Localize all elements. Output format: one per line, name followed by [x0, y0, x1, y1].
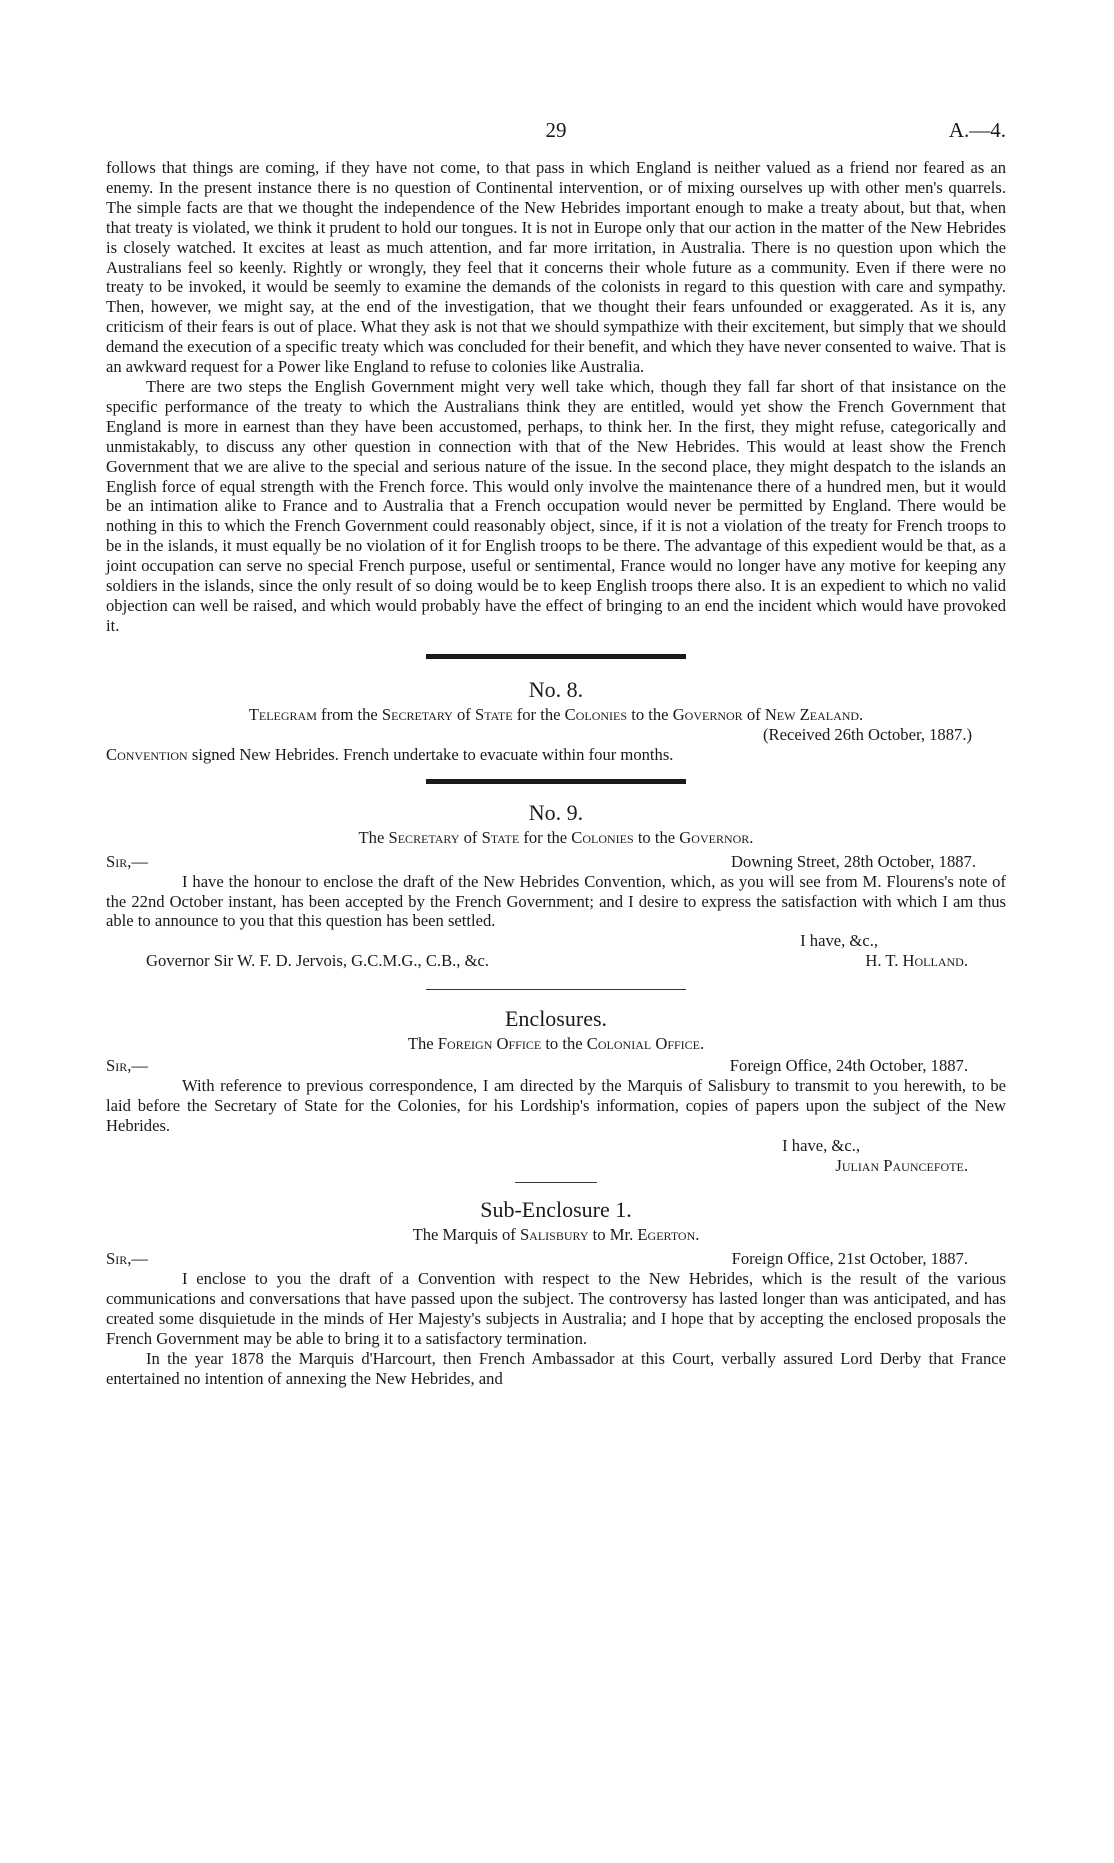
- no8-title-word: Secretary: [381, 704, 453, 724]
- enclosures-title-text: The: [407, 1034, 438, 1054]
- no9-heading: No. 9.: [528, 799, 584, 825]
- enclosures-title: [106, 1034, 1006, 1054]
- no8-title: [106, 705, 1006, 725]
- no8-title-word: State: [474, 704, 513, 724]
- enclosures-title-text: to the: [541, 1034, 587, 1054]
- sub1-title-word: Egerton.: [637, 1225, 700, 1245]
- no9-title-word: Governor.: [679, 827, 754, 847]
- intro-paragraph-1: follows that things are coming, if they have not come, to that pass in which England is neither valued as a friend nor feared as an enemy. In the present instance there is no question of Continental intervention, or of mixing ourselves up with other men's quarrels. The simple facts are that we thought the independence of the New Hebrides important enough to make a treaty about, but that, when that treaty is violated, we think it prudent to hold our tongues. It is not in Europe only that our action in the matter of the New Hebrides is closely watched. It excites at least as much attention, and far more irritation, in Australia. There is no question upon which the Australians feel so keenly. Rightly or wrongly, they feel that it concerns their whole future as a community. Even if there were no treaty to be invoked, it would be seemly to examine the demands of the colonists in regard to this question with care and sympathy. Then, however, we might say, at the end of the investigation, that we thought their fears unfounded or exaggerated. As it is, any criticism of their fears is out of place. What they ask is not that we should sympathize with their excitement, but simply that we should demand the execution of a specific treaty which was concluded for their benefit, and which they have never consented to waive. That is an awkward request for a Power like England to refuse to colonies like Australia.: [106, 158, 1006, 377]
- no9-title-text: for the: [519, 827, 572, 847]
- no9-title-word: State: [481, 827, 520, 847]
- no8-title-word: Governor: [672, 704, 743, 724]
- sub1-title-text: to Mr.: [588, 1225, 638, 1245]
- no9-title-text: of: [459, 827, 482, 847]
- no9-title-word: Colonies: [571, 827, 634, 847]
- enclosures-address: Foreign Office, 24th October, 1887.: [729, 1056, 968, 1076]
- sub1-salutation-row: [106, 1249, 1006, 1269]
- sub1-title-text: The Marquis of: [412, 1225, 520, 1245]
- no9-address: Downing Street, 28th October, 1887.: [731, 851, 976, 871]
- enclosures-signature: Julian Pauncefote.: [835, 1156, 968, 1176]
- intro-paragraph-2: There are two steps the English Government might very well take which, though they fall far short of that insistance on the specific performance of the treaty to which the Australians think they are entitled, would yet show the French Government that England is more in earnest than they have been accustomed, perhaps, to think her. In the first, they might refuse, categorically and unmistakably, to discuss any other question in connection with that of the New Hebrides. This would at least show the French Government that we are alive to the special and serious nature of the issue. In the second place, they might despatch to the islands an English force of equal strength with the French force. This would only involve the maintenance there of a hundred men, but it would be an intimation alike to France and to Australia that a French occupation would never be permitted by England. There would be nothing in this to which the French Government could reasonably object, since, if it is not a violation of the treaty for French troops to be in the islands, it must equally be no violation of it for English troops to be there. The advantage of this expedient would be that, as a joint occupation can serve no special French purpose, useful or sentimental, France would no longer have any motive for keeping any soldiers in the islands, since the only result of so doing would be to keep English troops there also. It is an expedient to which no valid objection can well be raised, and which would probably have the effect of bringing to an end the incident which would have provoked it.: [106, 376, 1006, 635]
- no8-body: [106, 745, 1006, 765]
- no9-salutation-row: [106, 852, 1006, 872]
- no9-signature-initials: H. T.: [865, 951, 903, 971]
- no8-title-text: of: [452, 704, 475, 724]
- no9-addressee: Governor Sir W. F. D. Jervois, G.C.M.G., C.B., &c.: [146, 951, 489, 971]
- no8-title-word: Colonies: [564, 704, 628, 724]
- no9-signature-row: [106, 951, 1006, 971]
- enclosures-closing: I have, &c.,: [782, 1136, 860, 1156]
- sub1-paragraph-1: I enclose to you the draft of a Convention with respect to the New Hebrides, which is the result of the various communications and conversations that have passed upon the subject. The controversy has lasted longer than was anticipated, and has created some disquietude in the minds of Her Majesty's subjects in Australia; and I hope that by accepting the enclosed proposals the French Government may be able to bring it to a satisfactory termination.: [106, 1269, 1006, 1348]
- sub1-address: Foreign Office, 21st October, 1887.: [731, 1249, 968, 1269]
- sub1-salutation: Sir,—: [106, 1249, 148, 1269]
- no8-title-word: Telegram: [248, 704, 317, 724]
- enclosures-heading: Enclosures.: [504, 1006, 608, 1032]
- enclosures-title-word: Foreign Office: [437, 1034, 542, 1054]
- sub1-title-word: Salisbury: [519, 1225, 589, 1245]
- no9-signature: [865, 951, 1006, 971]
- no9-title-text: The: [358, 827, 389, 847]
- enclosures-salutation: Sir,—: [106, 1056, 148, 1076]
- page-header: [106, 118, 1006, 158]
- enclosures-body: With reference to previous correspondence, I am directed by the Marquis of Salisbury to transmit to you herewith, to be laid before the Secretary of State for the Colonies, for his Lordship's information, copies of papers upon the subject of the New Hebrides.: [106, 1076, 1006, 1136]
- no9-title: [106, 828, 1006, 848]
- no8-title-text: from the: [316, 704, 382, 724]
- sub1-title: [106, 1225, 1006, 1245]
- page-number: 29: [545, 118, 567, 142]
- no8-title-text: of: [742, 704, 765, 724]
- enclosures-salutation-row: [106, 1056, 1006, 1076]
- no9-body: I have the honour to enclose the draft of the New Hebrides Convention, which, as you will see from M. Flourens's note of the 22nd October instant, has been accepted by the French Government; and I desire to express the satisfaction with which I am thus able to announce to you that this question has been settled.: [106, 871, 1006, 931]
- no8-received: (Received 26th October, 1887.): [763, 724, 972, 744]
- no8-title-word: New Zealand.: [764, 704, 864, 724]
- sub1-paragraph-2: In the year 1878 the Marquis d'Harcourt, then French Ambassador at this Court, verbally assured Lord Derby that France entertained no intention of annexing the New Hebrides, and: [106, 1348, 1006, 1388]
- document-page: [106, 118, 1006, 1389]
- no9-title-word: Secretary: [388, 827, 460, 847]
- no9-signature-name: Holland.: [902, 951, 968, 971]
- no8-heading: No. 8.: [528, 676, 584, 702]
- no9-salutation: Sir,—: [106, 851, 148, 871]
- no8-title-text: for the: [512, 704, 565, 724]
- enclosures-title-word: Colonial Office.: [586, 1034, 705, 1054]
- no8-body-text: signed New Hebrides. French undertake to evacuate within four months.: [187, 744, 674, 764]
- no9-closing: I have, &c.,: [800, 931, 878, 951]
- no8-body-lead: Convention: [106, 744, 188, 764]
- paper-reference: A.—4.: [948, 118, 1006, 142]
- sub1-heading: Sub-Enclosure 1.: [480, 1197, 632, 1223]
- no8-title-text: to the: [627, 704, 673, 724]
- no9-title-text: to the: [633, 827, 680, 847]
